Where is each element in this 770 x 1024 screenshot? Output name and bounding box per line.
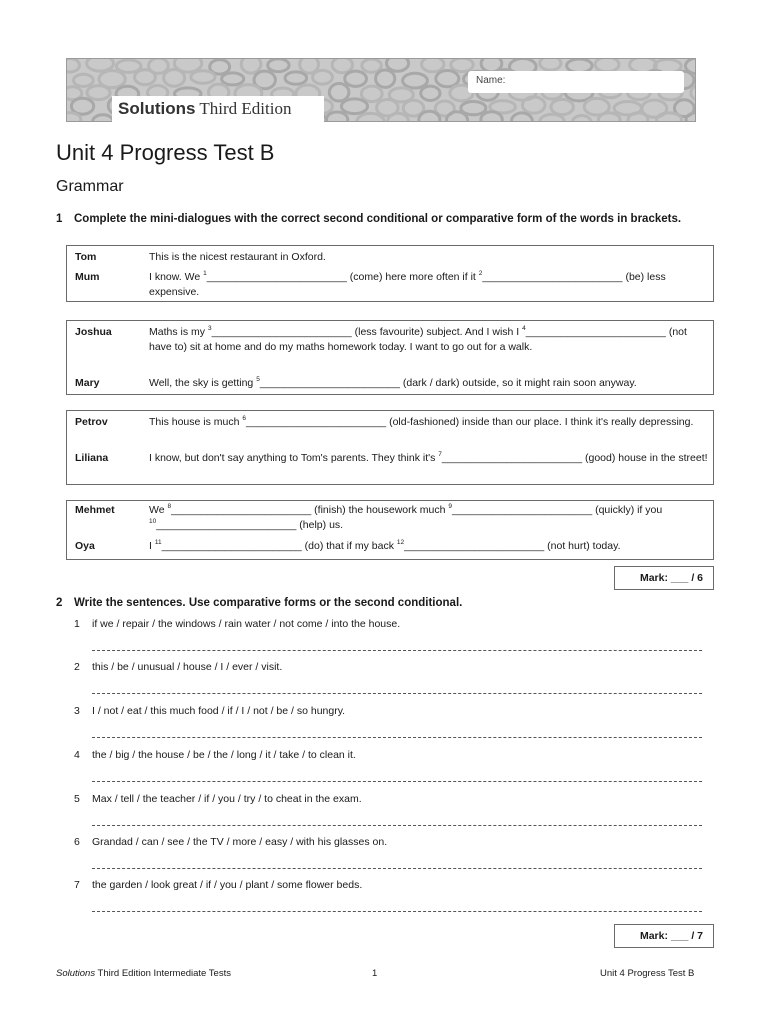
pattern-shape <box>481 112 502 121</box>
footer-right: Unit 4 Progress Test B <box>600 968 695 979</box>
item-number: 1 <box>74 618 80 630</box>
pattern-shape <box>691 85 695 101</box>
pattern-shape <box>540 59 561 70</box>
question-2-heading <box>56 596 716 612</box>
answer-line[interactable] <box>92 911 702 912</box>
brand-logo: Solutions Third Edition <box>118 99 292 118</box>
pattern-shape <box>93 115 113 121</box>
speaker: Oya <box>75 540 95 552</box>
pattern-shape <box>628 113 648 121</box>
question-1-heading <box>56 212 716 242</box>
item-number: 2 <box>74 661 80 673</box>
utterance: Maths is my $^3$________________________ (less favourite) subject. And I wish I $^4$________________________ (not have to) sit at home and do my maths homework today. I want to go out for a walk. <box>149 325 687 353</box>
item-prompt: this / be / unusual / house / I / ever / visit. <box>92 661 283 673</box>
speaker: Liliana <box>75 452 109 464</box>
page-title: Unit 4 Progress Test B <box>56 140 275 165</box>
item-number: 7 <box>74 879 80 891</box>
item-number: 3 <box>74 705 80 717</box>
pattern-shape <box>326 112 347 121</box>
pattern-shape <box>451 59 473 72</box>
name-label: Name: <box>476 75 506 86</box>
pattern-shape <box>388 113 409 121</box>
question-instruction: Write the sentences. Use comparative forms or the second conditional. <box>74 597 463 609</box>
pattern-shape <box>522 97 545 113</box>
pattern-shape <box>357 113 385 121</box>
utterance: I $^{11}$________________________ (do) that if my back $^{12}$________________________ (not hurt) today. <box>149 539 621 552</box>
mark-text: Mark: ___ / 7 <box>639 930 703 942</box>
pattern-shape <box>341 99 367 114</box>
speaker: Mum <box>75 271 100 283</box>
question-number: 2 <box>56 597 63 609</box>
dialogue-box <box>66 410 714 485</box>
dialogue-box <box>66 245 714 302</box>
item-number: 4 <box>74 749 80 761</box>
footer-left: Solutions Third Edition Intermediate Tests <box>56 968 231 979</box>
answer-line[interactable] <box>92 781 702 782</box>
pattern-shape <box>67 59 80 72</box>
pattern-shape <box>268 59 289 72</box>
item-prompt: the garden / look great / if / you / plant / some flower beds. <box>92 879 363 891</box>
speaker: Mehmet <box>75 504 115 516</box>
pattern-shape <box>135 70 156 85</box>
utterance: I know. We $^1$________________________ (come) here more often if it $^2$________________________ (be) less expensive. <box>149 270 666 298</box>
mark-box <box>614 924 714 948</box>
answer-line[interactable] <box>92 868 702 869</box>
pattern-shape <box>572 116 591 121</box>
utterance: Well, the sky is getting $^5$________________________ (dark / dark) outside, so it might rain soon anyway. <box>149 376 637 389</box>
item-prompt: if we / repair / the windows / rain water / not come / into the house. <box>92 618 401 630</box>
item-prompt: Grandad / can / see / the TV / more / easy / with his glasses on. <box>92 836 388 848</box>
pattern-shape <box>419 111 440 121</box>
answer-line[interactable] <box>92 825 702 826</box>
mark-text: Mark: ___ / 6 <box>639 572 703 584</box>
pattern-shape <box>71 98 93 114</box>
pattern-shape <box>285 72 307 84</box>
pattern-shape <box>595 59 619 72</box>
pattern-shape <box>403 73 428 88</box>
question-instruction: Complete the mini-dialogues with the correct second conditional or comparative form of the words in brackets. <box>74 213 682 225</box>
pattern-shape <box>222 73 244 85</box>
pattern-shape <box>421 86 440 100</box>
item-prompt: I / not / eat / this much food / if / I / not / be / so hungry. <box>92 705 346 717</box>
answer-line[interactable] <box>92 693 702 694</box>
pattern-shape <box>362 59 381 72</box>
utterance: This house is much $^6$________________________ (old-fashioned) inside than our place. I think it's really depressing. <box>149 415 694 428</box>
pattern-shape <box>329 84 349 102</box>
pattern-shape <box>511 113 532 121</box>
item-number: 5 <box>74 793 80 805</box>
answer-line[interactable] <box>92 737 702 738</box>
dialogue-box <box>66 500 714 560</box>
pattern-shape <box>376 70 395 87</box>
pattern-shape <box>87 59 114 71</box>
dialogue-box <box>66 320 714 395</box>
speaker: Petrov <box>75 416 108 428</box>
question-number: 1 <box>56 213 63 225</box>
mark-box <box>614 566 714 590</box>
utterance: I know, but don't say anything to Tom's parents. They think it's $^7$________________________ (good) house in the street! <box>149 451 708 464</box>
item-prompt: Max / tell / the teacher / if / you / try / to cheat in the exam. <box>92 793 362 805</box>
speaker: Tom <box>75 251 97 263</box>
pattern-shape <box>241 59 261 73</box>
item-number: 6 <box>74 836 80 848</box>
pattern-shape <box>191 71 215 84</box>
pattern-shape <box>164 70 185 87</box>
pattern-shape <box>551 99 573 114</box>
page-number: 1 <box>372 968 378 979</box>
pattern-shape <box>87 86 110 100</box>
pattern-shape <box>540 114 565 121</box>
pattern-shape <box>436 71 459 87</box>
section-heading: Grammar <box>56 178 124 195</box>
pattern-shape <box>422 59 444 72</box>
pattern-shape <box>686 112 695 121</box>
pattern-shape <box>74 74 94 86</box>
pattern-shape <box>345 71 367 86</box>
pattern-shape <box>313 70 333 84</box>
speaker: Joshua <box>75 326 112 338</box>
pattern-shape <box>67 113 81 121</box>
utterance: We $^8$________________________ (finish) the housework much $^9$________________________ (quickly) if you $^{10}$________________________ (help) us. <box>149 503 663 531</box>
item-prompt: the / big / the house / be / the / long / it / take / to clean it. <box>92 749 356 761</box>
utterance: This is the nicest restaurant in Oxford. <box>149 251 326 263</box>
pattern-shape <box>332 59 352 73</box>
answer-line[interactable] <box>92 650 702 651</box>
speaker: Mary <box>75 377 100 389</box>
pattern-shape <box>598 113 620 121</box>
pattern-shape <box>361 86 382 102</box>
